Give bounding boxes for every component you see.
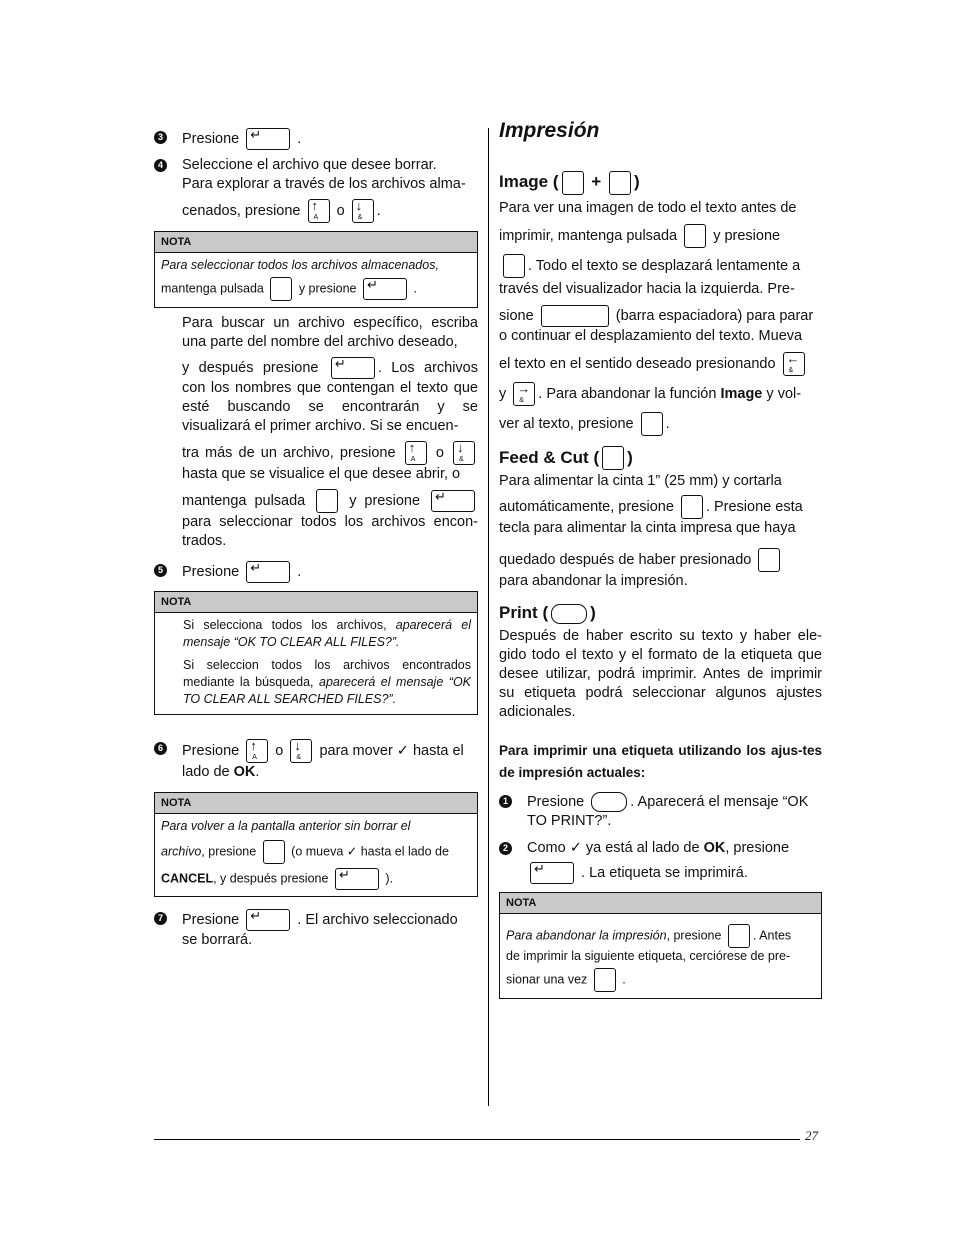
up-arrow-key-icon: ↑ A bbox=[308, 199, 330, 223]
print-step-2: 2 Como ✓ ya está al lado de OK, presione ↵ . La etiqueta se imprimirá. bbox=[499, 839, 822, 884]
search-paragraph: Para buscar un archivo específico, escriba una parte del nombre del archivo deseado, y después presione ↵ . Los archivos con los nombres que contengan el texto que esté buscando se encontrarán y se visualizará el primer archivo. Si se encuen- tra más de un archivo, presione ↑ A o ↓ & hasta que se visualice el que desee abrir, o mantenga pulsada y presione ↵ para seleccionar todos los archivos encon-trados. bbox=[182, 315, 479, 549]
step-number: 3 bbox=[154, 131, 167, 144]
step-number: 7 bbox=[154, 912, 167, 925]
enter-key-icon: ↵ bbox=[335, 868, 379, 890]
step-number: 5 bbox=[154, 564, 167, 577]
step-7: 7 Presione ↵ . El archivo seleccionado se borrará. bbox=[154, 909, 478, 950]
step-5: 5 Presione ↵ . bbox=[154, 561, 478, 585]
blank-key-icon bbox=[562, 171, 584, 195]
note-box-3: NOTA Para volver a la pantalla anterior sin borrar el archivo, presione (o mueva ✓ hasta el lado de CANCEL, y después presione ↵ ). bbox=[154, 792, 478, 897]
up-arrow-key-icon: ↑ A bbox=[246, 739, 268, 763]
print-note-box: NOTA Para abandonar la impresión, presione . Antes de imprimir la siguiente etiqueta, cerciórese de pre- sionar una vez . bbox=[499, 892, 822, 999]
enter-key-icon: ↵ bbox=[431, 490, 475, 512]
section-title: Impresión bbox=[499, 119, 600, 142]
print-step-1: 1 Presione . Aparecerá el mensaje “OK TO PRINT?”. bbox=[499, 792, 822, 831]
print-paragraph: Después de haber escrito su texto y haber ele-gido todo el texto y el formato de la etiqueta que desee utilizar, podrá imprimir. Antes de imprimir su etiqueta podrá seleccionar algunos ajustes adicionales. bbox=[499, 628, 822, 721]
image-heading: Image ( + ) bbox=[499, 170, 822, 195]
down-arrow-key-icon: ↓ & bbox=[453, 441, 475, 465]
print-procedure-heading: Para imprimir una etiqueta utilizando los ajus-tes de impresión actuales: bbox=[499, 743, 822, 781]
step-4: 4 Seleccione el archivo que desee borrar. Para explorar a través de los archivos alma- cenados, presione ↑ A o ↓ & . bbox=[154, 156, 478, 223]
down-arrow-key-icon: ↓ & bbox=[352, 199, 374, 223]
blank-key-icon bbox=[263, 840, 285, 864]
blank-key-icon bbox=[728, 924, 750, 948]
right-column bbox=[499, 118, 822, 999]
print-heading: Print ( ) bbox=[499, 603, 596, 623]
step-3: 3 Presione ↵ . bbox=[154, 128, 478, 154]
feed-cut-heading: Feed & Cut ( ) bbox=[499, 446, 822, 471]
note-heading: NOTA bbox=[155, 793, 477, 814]
note-heading: NOTA bbox=[155, 592, 477, 613]
blank-key-icon bbox=[270, 277, 292, 301]
step-number: 6 bbox=[154, 742, 167, 755]
column-divider bbox=[488, 128, 489, 1106]
blank-key-icon bbox=[684, 224, 706, 248]
blank-key-icon bbox=[316, 489, 338, 513]
enter-key-icon: ↵ bbox=[246, 909, 290, 931]
enter-key-icon: ↵ bbox=[331, 357, 375, 379]
blank-key-icon bbox=[758, 548, 780, 572]
footer-rule bbox=[154, 1139, 800, 1140]
space-bar-key-icon bbox=[541, 305, 609, 327]
note-box-1: NOTA Para seleccionar todos los archivos almacenados, mantenga pulsada y presione ↵ . bbox=[154, 231, 478, 308]
left-arrow-key-icon: ← & bbox=[783, 352, 805, 376]
note-heading: NOTA bbox=[155, 232, 477, 253]
note-box-2: NOTA Si selecciona todos los archivos, aparecerá el mensaje “OK TO CLEAR ALL FILES?”. Si seleccion todos los archivos encontrados mediante la búsqueda, aparecerá el mensaje “OK TO CLEAR ALL SEARCHED FILES?”. bbox=[154, 591, 478, 715]
enter-key-icon: ↵ bbox=[530, 862, 574, 884]
down-arrow-key-icon: ↓ & bbox=[290, 739, 312, 763]
image-paragraph: Para ver una imagen de todo el texto antes de imprimir, mantenga pulsada y presione . Todo el texto se desplazará lentamente a través del visualizador hacia la izquierda. Pre- sione (barra espaciadora) para parar o continuar el desplazamiento del texto. Mueva el texto en el sentido deseado presionando ← & y → & . Para abandonar la función Image y vol- ver al texto, presione . bbox=[499, 199, 822, 436]
left-column bbox=[154, 128, 478, 950]
step-6: 6 Presione ↑ A o ↓ & para mover ✓ hasta el lado de OK. bbox=[154, 739, 478, 782]
up-arrow-key-icon: ↑ A bbox=[405, 441, 427, 465]
print-key-icon bbox=[551, 604, 587, 624]
enter-key-icon: ↵ bbox=[246, 128, 290, 150]
feed-cut-key-icon bbox=[681, 495, 703, 519]
feed-cut-key-icon bbox=[594, 968, 616, 992]
feed-cut-key-icon bbox=[602, 446, 624, 470]
page-number: 27 bbox=[805, 1128, 818, 1143]
enter-key-icon: ↵ bbox=[246, 561, 290, 583]
print-key-icon bbox=[591, 792, 627, 812]
enter-key-icon: ↵ bbox=[363, 278, 407, 300]
blank-key-icon bbox=[641, 412, 663, 436]
right-arrow-key-icon: → & bbox=[513, 382, 535, 406]
blank-key-icon bbox=[609, 171, 631, 195]
step-number: 4 bbox=[154, 159, 167, 172]
blank-key-icon bbox=[503, 254, 525, 278]
note-heading: NOTA bbox=[500, 893, 821, 914]
feed-cut-paragraph: Para alimentar la cinta 1” (25 mm) y cortarla automáticamente, presione . Presione esta tecla para alimentar la cinta impresa que haya quedado después de haber presionado para abandonar la impresión. bbox=[499, 473, 803, 590]
